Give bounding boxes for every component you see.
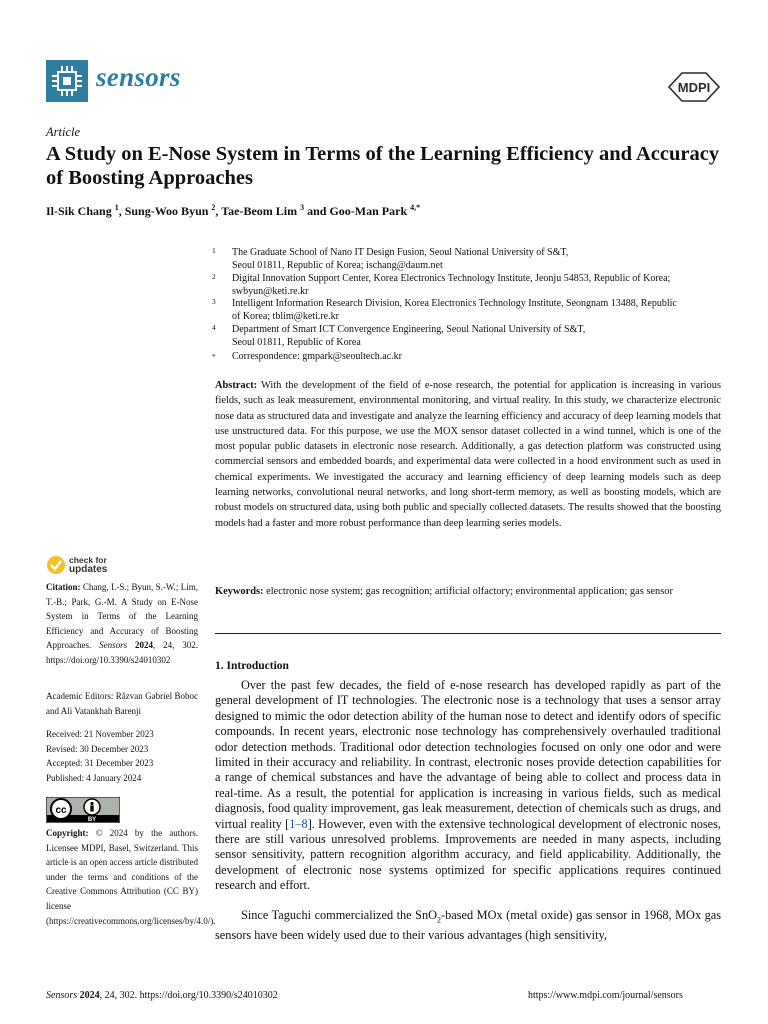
correspondence: * Correspondence: gmpark@seoultech.ac.kr (212, 351, 402, 362)
author-name: Goo-Man Park (329, 204, 408, 218)
dates (46, 727, 198, 785)
author-name: Il-Sik Chang (46, 204, 112, 218)
published-date: Published: 4 January 2024 (46, 772, 142, 783)
author-affil-mark: 2 (211, 203, 216, 212)
academic-editors: Academic Editors: Răzvan Gabriel Boboc and Ali Vatankhah Barenji (46, 691, 198, 716)
keywords (215, 584, 721, 599)
publisher-name: MDPI (677, 80, 711, 95)
journal-name: sensors (96, 62, 181, 92)
svg-text:BY: BY (87, 817, 97, 823)
author-list: Il-Sik Chang $^1$, Sung-Woo Byun $^2$, Tae-Beom Lim $^3$ and Goo-Man Park $^{4,*}$ (46, 203, 421, 218)
journal-logo-icon (46, 60, 88, 102)
abstract (215, 378, 721, 531)
revised-date: Revised: 30 December 2023 (46, 743, 149, 754)
author-name: Sung-Woo Byun (124, 204, 209, 218)
svg-text:cc: cc (55, 805, 67, 816)
affiliation-3: 3 Intelligent Information Research Division, Korea Electronics Technology Institute, Seongnam 13488, Republic of Korea; tblim@keti.re.kr (212, 297, 677, 322)
keywords-label: Keywords: (215, 586, 264, 597)
accepted-date: Accepted: 31 December 2023 (46, 758, 154, 769)
citation-block: Citation: Chang, I.-S.; Byun, S.-W.; Lim, T.-B.; Park, G.-M. A Study on E-Nose System in Terms of the Learning Efficiency and Accuracy of Boosting Approaches. Sensors 2024, 24, 302. https://doi.org/10.3390/s24010302 (46, 582, 199, 665)
author-affil-mark: 3 (300, 203, 305, 212)
received-date: Received: 21 November 2023 (46, 729, 154, 739)
affiliation-4: 4 Department of Smart ICT Convergence Engineering, Seoul National University of S&T, Seoul 01811, Republic of Korea (212, 323, 586, 348)
article-type: Article (46, 125, 81, 139)
paper-title: A Study on E-Nose System in Terms of the Learning Efficiency and Accuracy of Boosting Approaches (46, 143, 720, 189)
affiliation-2: 2 Digital Innovation Support Center, Korea Electronics Technology Institute, Jeonju 54853, Republic of Korea; swbyun@keti.re.kr (212, 272, 671, 297)
footer-journal-url[interactable]: https://www.mdpi.com/journal/sensors (528, 990, 683, 1001)
copyright-block: Copyright: © 2024 by the authors. Licensee MDPI, Basel, Switzerland. This article is an open access article distributed under the terms and conditions of the Creative Commons Attribution (CC BY) license (https://creativecommons.org/licenses/by/4.0/). (46, 828, 216, 926)
mdpi-logo (668, 72, 720, 102)
author-name: Tae-Beom Lim (221, 204, 298, 218)
check-for-updates-icon[interactable] (46, 555, 66, 580)
check-for-updates-label[interactable]: check for updates (69, 555, 108, 575)
abstract-label: Abstract: (215, 380, 258, 391)
keywords-text: electronic nose system; gas recognition; artificial olfactory; environmental application; gas sensor (266, 586, 673, 597)
section-divider (215, 633, 721, 634)
cc-by-license-icon[interactable] (46, 797, 120, 823)
author-affil-mark: 1 (114, 203, 119, 212)
author-affil-mark: 4,* (410, 203, 421, 212)
affiliation-1: 1 The Graduate School of Nano IT Design Fusion, Seoul National University of S&T, Seoul 01811, Republic of Korea; ischang@daum.net (212, 246, 569, 271)
footer-citation: Sensors 2024, 24, 302. https://doi.org/10.3390/s24010302 (46, 990, 278, 1001)
abstract-text: With the development of the field of e-nose research, the potential for application is increasing in various fields, such as leak measurement, environmental monitoring, and virtual reality. In this study, we characterize electronic nose data as structured data and investigate and analyze the learning efficiency and accuracy of deep learning models that use unstructured data. For this purpose, we use the MOX sensor dataset collected in a wind tunnel, which is one of the most popular public datasets in electronic nose research. Additionally, a gas detection platform was constructed using commercial sensors and embedded boards, and experimental data were collected in a hood environment such as used in chemical experiments. We investigated the accuracy and learning efficiency of deep learning models such as deep learning networks, convolutional neural networks, and long short-term memory, as well as boosting models, which are robust models on structured data, using both public and specially collected datasets. The results showed that the boosting models had a faster and more robust performance than deep learning series models. (215, 380, 721, 529)
section-heading: 1. Introduction (215, 660, 289, 672)
intro-paragraph-2: Since Taguchi commercialized the SnO$_2$-based MOx (metal oxide) gas sensor in 1968, MOx gas sensors have been widely used due to their various advantages (high sensitivity, (215, 908, 722, 942)
citation-link[interactable]: 1–8 (289, 816, 308, 831)
intro-paragraph-1: Over the past few decades, the field of e-nose research has developed rapidly as part of the general development of IT technologies. The electronic nose is a technology that uses a sensor array designed to mimic the odor detection ability of the human nose to detect and identify odors of specific compounds. In recent years, electronic nose technology has comprehensively overhauled traditional odor detection methods. Traditional odor detection technologies focused on only one odor and were limited in their accuracy and reliability. In contrast, electronic noses provide detection capabilities for a range of chemical substances and have the advantage of being able to collect and process data in real-time. As a result, the potential for application is increasing in various fields, such as medical diagnosis, food quality improvement, gas leak measurement, detection of chemicals such as drugs, and virtual reality [1–8]. However, even with the extensive technological development of electronic noses, there are still various unresolved problems. Improvements are needed in many aspects, including sensor sensitivity, pattern recognition algorithm accuracy, and field applicability. Additionally, the development of electronic nose systems optimized for specific applications requires continued research and effort. (215, 678, 721, 893)
